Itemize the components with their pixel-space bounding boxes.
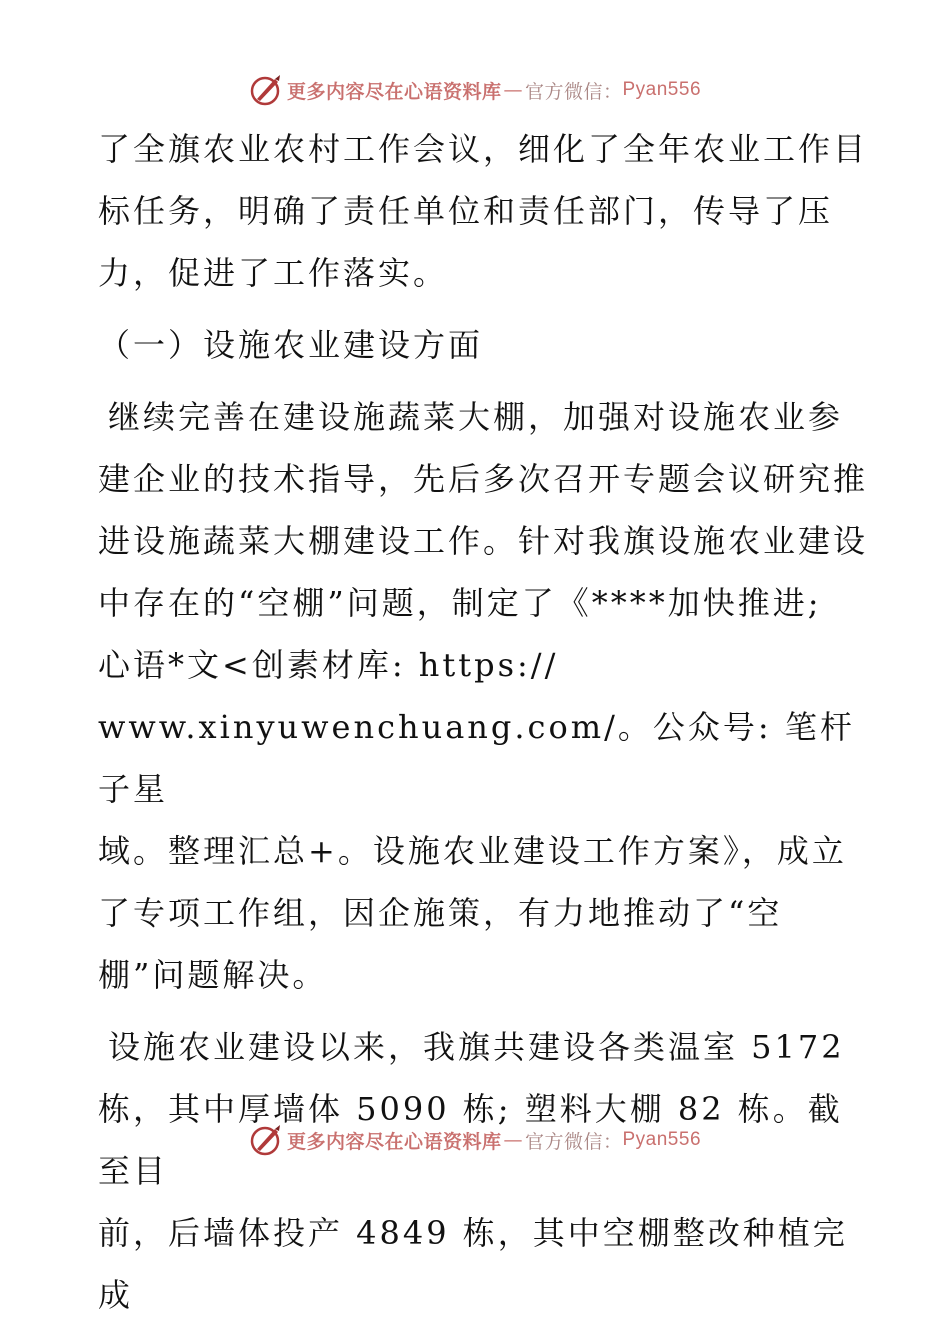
paragraph-line: www.xinyuwenchuang.com/。公众号: 笔杆子星 <box>98 708 855 808</box>
banner-wechat-label: 官方微信： <box>524 80 623 103</box>
paragraph-line: 标任务，明确了责任单位和责任部门，传导了压 <box>98 192 834 230</box>
header-banner <box>0 70 950 110</box>
paragraph-line: 心语*文<创素材库: https:// <box>98 646 559 684</box>
banner-wechat-account: Pyan556 <box>622 79 702 100</box>
quill-logo-icon <box>249 73 283 107</box>
paragraph-line: 栋，其中厚墙体 5090 栋; 塑料大棚 82 栋。截至目 <box>98 1090 843 1190</box>
section-heading: （一）设施农业建设方面 <box>98 326 484 364</box>
paragraph-line: 力，促进了工作落实。 <box>98 254 449 292</box>
banner-site-name: 更多内容尽在心语资料库 <box>286 1130 502 1153</box>
paragraph-line: 域。整理汇总+。设施农业建设工作方案》，成立 <box>98 832 847 870</box>
paragraph-line: 了全旗农业农村工作会议，细化了全年农业工作目 <box>98 130 869 168</box>
paragraph-line: 继续完善在建设施蔬菜大棚，加强对设施农业参 <box>108 398 844 436</box>
banner-separator: — <box>503 1129 523 1151</box>
footer-banner <box>0 1120 950 1160</box>
banner-wechat-account: Pyan556 <box>622 1129 702 1150</box>
paragraph-line: 中存在的“空棚”问题，制定了《****加快推进; <box>98 584 822 622</box>
paragraph-line: 棚”问题解决。 <box>98 956 328 994</box>
banner-wechat-label: 官方微信： <box>524 1130 623 1153</box>
paragraph-line: 了专项工作组，因企施策，有力地推动了“空 <box>98 894 783 932</box>
paragraph-line: 建企业的技术指导，先后多次召开专题会议研究推 <box>98 460 869 498</box>
quill-logo-icon <box>249 1123 283 1157</box>
banner-separator: — <box>503 79 523 101</box>
paragraph-line: 进设施蔬菜大棚建设工作。针对我旗设施农业建设 <box>98 522 869 560</box>
paragraph-line: 前，后墙体投产 4849 栋，其中空棚整改种植完成 <box>98 1214 848 1314</box>
banner-site-name: 更多内容尽在心语资料库 <box>286 80 502 103</box>
paragraph-line: 设施农业建设以来，我旗共建设各类温室 5172 <box>108 1028 845 1066</box>
